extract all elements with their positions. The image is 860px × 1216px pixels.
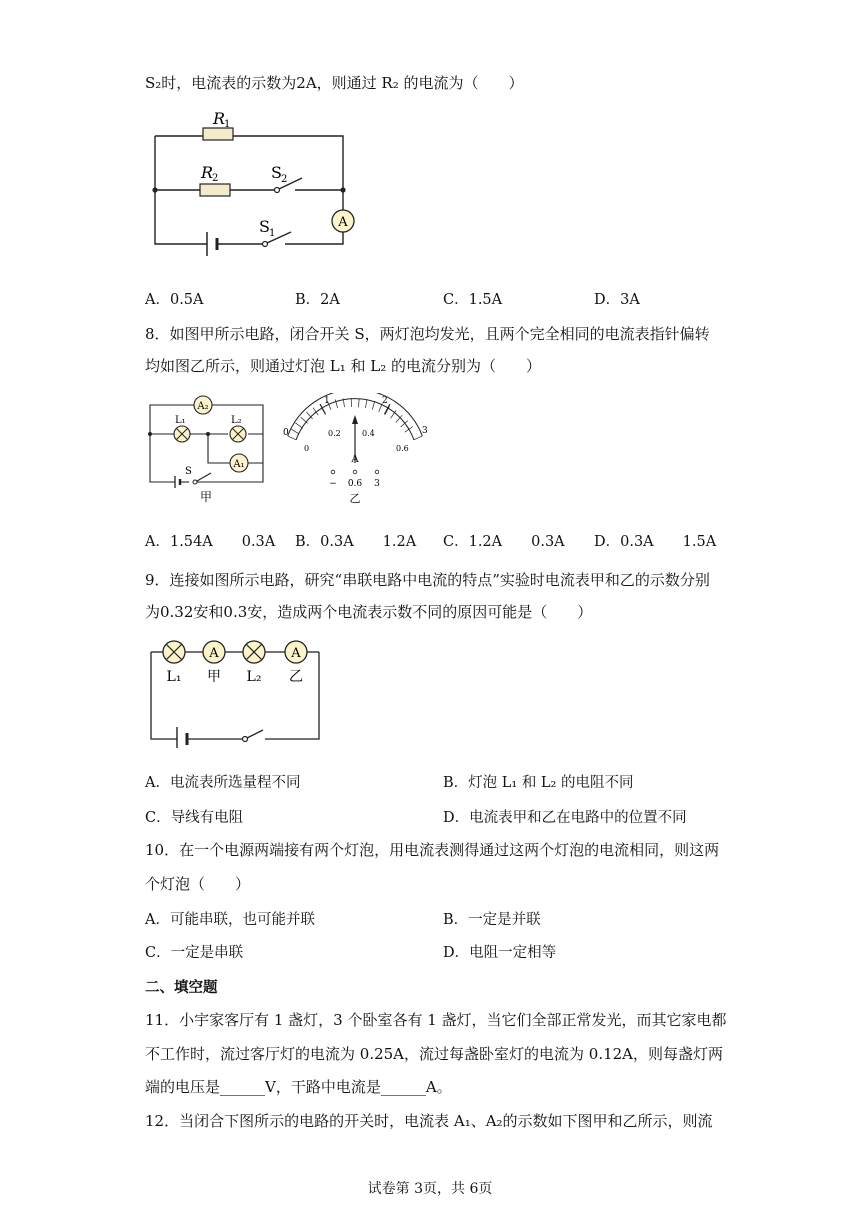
svg-text:R: R bbox=[213, 109, 226, 128]
switch-s-icon bbox=[197, 473, 211, 481]
svg-text:S: S bbox=[259, 217, 270, 236]
q9-option-d[interactable]: D．电流表甲和乙在电路中的位置不同 bbox=[443, 810, 687, 826]
svg-text:S: S bbox=[185, 466, 192, 477]
q7-option-b[interactable]: B．2A bbox=[295, 292, 340, 308]
q12-stem-line1: 12．当闭合下图所示的电路的开关时，电流表 A₁、A₂的示数如下图甲和乙所示，则流 bbox=[145, 1112, 713, 1130]
q7-option-c[interactable]: C．1.5A bbox=[443, 292, 503, 308]
q9-circuit-diagram bbox=[145, 636, 325, 748]
q9-stem-line2: 为0.32安和0.3安，造成两个电流表示数不同的原因可能是（ ） bbox=[145, 603, 593, 621]
q7-stem: S₂时，电流表的示数为2A，则通过 R₂ 的电流为（ ） bbox=[145, 74, 524, 92]
q10-option-d[interactable]: D．电阻一定相等 bbox=[443, 945, 557, 961]
svg-text:乙: 乙 bbox=[289, 669, 303, 685]
svg-text:L₁: L₁ bbox=[175, 415, 186, 426]
svg-text:−: − bbox=[329, 479, 337, 489]
svg-text:R: R bbox=[201, 163, 214, 182]
q10-option-b[interactable]: B．一定是并联 bbox=[443, 912, 541, 928]
switch-icon bbox=[243, 737, 248, 742]
q7-circuit-diagram bbox=[145, 108, 365, 268]
svg-text:0.4: 0.4 bbox=[362, 429, 375, 438]
svg-text:A₁: A₁ bbox=[233, 459, 245, 470]
q11-stem-line1: 11．小宇家客厅有 1 盏灯，3 个卧室各有 1 盏灯，当它们全部正常发光，而其它家电都 bbox=[145, 1011, 727, 1029]
lamp-l1-icon bbox=[174, 426, 190, 442]
q10-stem-line2: 个灯泡（ ） bbox=[145, 875, 251, 893]
svg-text:0.6: 0.6 bbox=[347, 479, 363, 489]
q11-stem-line2: 不工作时，流过客厅灯的电流为 0.25A，流过每盏卧室灯的电流为 0.12A，则每盏灯两 bbox=[145, 1045, 724, 1063]
q10-option-a[interactable]: A．可能串联，也可能并联 bbox=[145, 912, 315, 928]
q9-option-b[interactable]: B．灯泡 L₁ 和 L₂ 的电阻不同 bbox=[443, 775, 634, 791]
svg-text:A₂: A₂ bbox=[197, 401, 209, 412]
q8-stem-line2: 均如图乙所示，则通过灯泡 L₁ 和 L₂ 的电流分别为（ ） bbox=[145, 357, 542, 375]
svg-text:A: A bbox=[209, 646, 219, 661]
svg-text:2: 2 bbox=[382, 396, 388, 406]
svg-text:L₂: L₂ bbox=[246, 669, 262, 685]
q9-option-c[interactable]: C．导线有电阻 bbox=[145, 810, 244, 826]
q8-option-d[interactable]: D．0.3A 1.5A bbox=[594, 534, 717, 550]
q8-option-c[interactable]: C．1.2A 0.3A bbox=[443, 534, 565, 550]
lamp-l1-icon bbox=[163, 641, 185, 663]
lamp-l2-icon bbox=[230, 426, 246, 442]
svg-text:0.6: 0.6 bbox=[396, 444, 409, 453]
svg-text:A: A bbox=[291, 646, 301, 661]
q8-circuit-diagram-a bbox=[145, 393, 270, 505]
svg-text:0: 0 bbox=[283, 428, 289, 438]
svg-text:甲: 甲 bbox=[207, 669, 221, 685]
svg-text:L₂: L₂ bbox=[231, 415, 242, 426]
q10-stem-line1: 10．在一个电源两端接有两个灯泡，用电流表测得通过这两个灯泡的电流相同，则这两 bbox=[145, 841, 720, 859]
svg-text:3: 3 bbox=[374, 479, 380, 489]
q8-ammeter-dial bbox=[278, 393, 433, 505]
svg-text:A: A bbox=[338, 215, 348, 230]
q9-stem-line1: 9．连接如图所示电路，研究“串联电路中电流的特点”实验时电流表甲和乙的示数分别 bbox=[145, 571, 710, 589]
svg-text:L₁: L₁ bbox=[166, 669, 182, 685]
svg-text:2: 2 bbox=[212, 173, 219, 184]
svg-text:2: 2 bbox=[281, 174, 288, 185]
svg-text:乙: 乙 bbox=[349, 492, 361, 505]
q8-option-a[interactable]: A．1.54A 0.3A bbox=[145, 534, 276, 550]
r2-resistor bbox=[200, 184, 230, 196]
q8-stem-line1: 8．如图甲所示电路，闭合开关 S，两灯泡均发光，且两个完全相同的电流表指针偏转 bbox=[145, 325, 710, 343]
svg-text:0: 0 bbox=[304, 444, 310, 453]
q10-option-c[interactable]: C．一定是串联 bbox=[145, 945, 244, 961]
svg-text:甲: 甲 bbox=[200, 490, 213, 504]
svg-text:1: 1 bbox=[269, 228, 276, 239]
svg-text:A: A bbox=[351, 454, 359, 465]
svg-text:1: 1 bbox=[324, 396, 330, 406]
q9-option-a[interactable]: A．电流表所选量程不同 bbox=[145, 775, 301, 791]
lamp-l2-icon bbox=[243, 641, 265, 663]
svg-text:1: 1 bbox=[224, 119, 231, 130]
section-heading: 二、填空题 bbox=[145, 980, 218, 996]
q7-option-a[interactable]: A．0.5A bbox=[145, 292, 204, 308]
svg-text:0.2: 0.2 bbox=[328, 429, 341, 438]
svg-text:S: S bbox=[271, 163, 282, 182]
q7-option-d[interactable]: D．3A bbox=[594, 292, 640, 308]
page-footer: 试卷第 3页，共 6页 bbox=[367, 1181, 493, 1197]
svg-text:3: 3 bbox=[422, 426, 428, 436]
q8-option-b[interactable]: B．0.3A 1.2A bbox=[295, 534, 417, 550]
q11-stem-line3: 端的电压是______V，干路中电流是______A。 bbox=[145, 1078, 452, 1096]
